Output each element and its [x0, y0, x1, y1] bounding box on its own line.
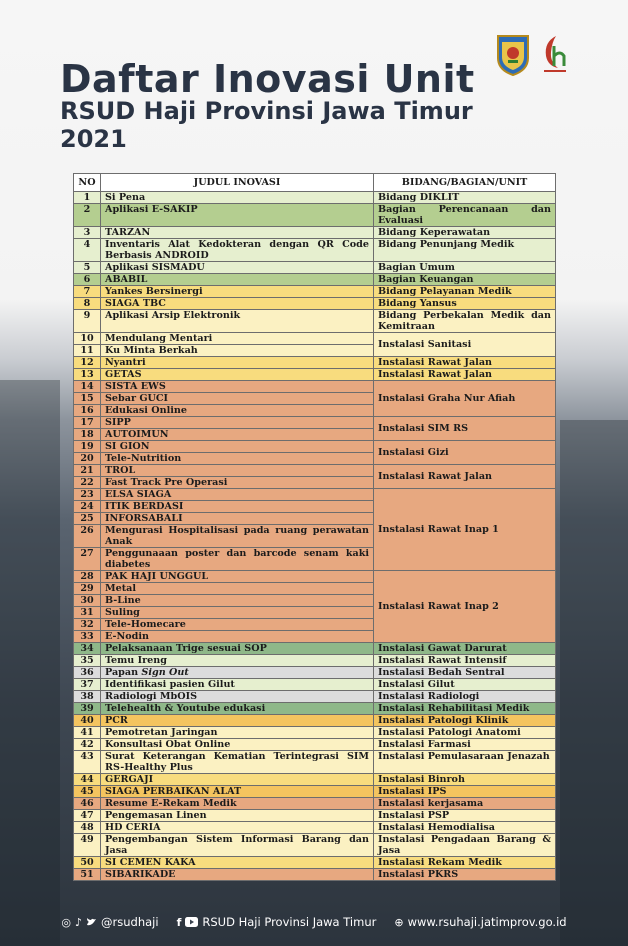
table-body — [74, 192, 556, 881]
unit-name: Instalasi Sanitasi — [374, 333, 556, 357]
table-row — [74, 715, 556, 727]
table-row — [74, 727, 556, 739]
innovation-title: PAK HAJI UNGGUL — [101, 571, 374, 583]
row-number: 43 — [74, 751, 101, 774]
innovation-title: Tele-Homecare — [101, 619, 374, 631]
unit-name: Bidang Pelayanan Medik — [374, 286, 556, 298]
innovation-title: Sebar GUCI — [101, 393, 374, 405]
innovation-title: Fast Track Pre Operasi — [101, 477, 374, 489]
column-header-judul: JUDUL INOVASI — [101, 174, 374, 192]
row-number: 51 — [74, 869, 101, 881]
unit-name: Instalasi IPS — [374, 786, 556, 798]
unit-name: Instalasi Rawat Jalan — [374, 369, 556, 381]
innovation-title: SIAGA PERBAIKAN ALAT — [101, 786, 374, 798]
website-link[interactable]: www.rsuhaji.jatimprov.go.id — [407, 915, 567, 929]
table-row — [74, 869, 556, 881]
row-number: 33 — [74, 631, 101, 643]
unit-name: Instalasi Rehabilitasi Medik — [374, 703, 556, 715]
row-number: 9 — [74, 310, 101, 333]
row-number: 18 — [74, 429, 101, 441]
innovation-title: Radiologi MbOIS — [101, 691, 374, 703]
row-number: 36 — [74, 667, 101, 679]
innovation-title: GERGAJI — [101, 774, 374, 786]
innovation-title: ABABIL — [101, 274, 374, 286]
innovation-title: Edukasi Online — [101, 405, 374, 417]
column-header-no: NO — [74, 174, 101, 192]
table-row — [74, 655, 556, 667]
table-row — [74, 310, 556, 333]
table-row — [74, 810, 556, 822]
table-row — [74, 798, 556, 810]
row-number: 14 — [74, 381, 101, 393]
innovation-title: HD CERIA — [101, 822, 374, 834]
row-number: 24 — [74, 501, 101, 513]
row-number: 23 — [74, 489, 101, 501]
innovation-title: TARZAN — [101, 227, 374, 239]
table-row — [74, 643, 556, 655]
row-number: 47 — [74, 810, 101, 822]
unit-name: Instalasi Gilut — [374, 679, 556, 691]
innovation-title: PCR — [101, 715, 374, 727]
innovation-title: E-Nodin — [101, 631, 374, 643]
background-building — [0, 380, 60, 946]
row-number: 34 — [74, 643, 101, 655]
footer-social — [61, 915, 158, 929]
row-number: 48 — [74, 822, 101, 834]
innovation-title: Ku Minta Berkah — [101, 345, 374, 357]
page-year: 2021 — [60, 125, 127, 153]
row-number: 39 — [74, 703, 101, 715]
table-row — [74, 274, 556, 286]
table-row — [74, 857, 556, 869]
row-number: 31 — [74, 607, 101, 619]
innovation-title: Si Pena — [101, 192, 374, 204]
unit-name: Instalasi Graha Nur Afiah — [374, 381, 556, 417]
unit-name: Instalasi Rawat Intensif — [374, 655, 556, 667]
page-title: Daftar Inovasi Unit — [60, 57, 475, 101]
rsud-haji-logo — [540, 32, 570, 76]
table-row — [74, 441, 556, 453]
unit-name: Instalasi Binroh — [374, 774, 556, 786]
row-number: 22 — [74, 477, 101, 489]
innovation-title: SI GION — [101, 441, 374, 453]
table-row — [74, 192, 556, 204]
jawa-timur-emblem-logo — [496, 32, 530, 76]
row-number: 50 — [74, 857, 101, 869]
innovation-title: Konsultasi Obat Online — [101, 739, 374, 751]
row-number: 2 — [74, 204, 101, 227]
table-row — [74, 571, 556, 583]
unit-name: Instalasi Rekam Medik — [374, 857, 556, 869]
table-row — [74, 239, 556, 262]
column-header-bidang: BIDANG/BAGIAN/UNIT — [374, 174, 556, 192]
row-number: 35 — [74, 655, 101, 667]
row-number: 27 — [74, 548, 101, 571]
row-number: 19 — [74, 441, 101, 453]
row-number: 11 — [74, 345, 101, 357]
unit-name: Instalasi Bedah Sentral — [374, 667, 556, 679]
innovation-title: Mendulang Mentari — [101, 333, 374, 345]
table-row — [74, 333, 556, 345]
row-number: 8 — [74, 298, 101, 310]
unit-name: Instalasi Farmasi — [374, 739, 556, 751]
innovation-title: Inventaris Alat Kedokteran dengan QR Code Berbasis ANDROID — [101, 239, 374, 262]
twitter-icon[interactable] — [86, 917, 97, 927]
innovation-title: Aplikasi Arsip Elektronik — [101, 310, 374, 333]
unit-name: Instalasi PSP — [374, 810, 556, 822]
row-number: 49 — [74, 834, 101, 857]
table-row — [74, 774, 556, 786]
unit-name: Instalasi Gizi — [374, 441, 556, 465]
unit-name: Instalasi Patologi Klinik — [374, 715, 556, 727]
row-number: 17 — [74, 417, 101, 429]
row-number: 6 — [74, 274, 101, 286]
table-row — [74, 204, 556, 227]
youtube-icon[interactable] — [185, 917, 198, 927]
footer-institution-name[interactable]: RSUD Haji Provinsi Jawa Timur — [202, 915, 377, 929]
unit-name: Bidang Yansus — [374, 298, 556, 310]
table-row — [74, 417, 556, 429]
innovation-title: Aplikasi SISMADU — [101, 262, 374, 274]
innovation-title: Papan Sign Out — [101, 667, 374, 679]
unit-name: Instalasi kerjasama — [374, 798, 556, 810]
row-number: 38 — [74, 691, 101, 703]
row-number: 32 — [74, 619, 101, 631]
globe-icon: ⊕ — [394, 915, 404, 929]
innovation-title: ELSA SIAGA — [101, 489, 374, 501]
table-row — [74, 822, 556, 834]
table-row — [74, 381, 556, 393]
row-number: 20 — [74, 453, 101, 465]
unit-name: Instalasi Rawat Inap 2 — [374, 571, 556, 643]
innovation-title: SI CEMEN KAKA — [101, 857, 374, 869]
innovation-title: Mengurasi Hospitalisasi pada ruang perawatan Anak — [101, 525, 374, 548]
social-handle[interactable]: @rsudhaji — [101, 915, 159, 929]
table-row — [74, 286, 556, 298]
unit-name: Bidang DIKLIT — [374, 192, 556, 204]
innovation-title: Tele-Nutrition — [101, 453, 374, 465]
innovation-title: Pemotretan Jaringan — [101, 727, 374, 739]
row-number: 15 — [74, 393, 101, 405]
row-number: 1 — [74, 192, 101, 204]
footer-facebook-youtube — [177, 915, 377, 929]
table-row — [74, 834, 556, 857]
innovation-title: Temu Ireng — [101, 655, 374, 667]
innovation-title: SIBARIKADE — [101, 869, 374, 881]
table-header-row — [74, 174, 556, 192]
table-row — [74, 262, 556, 274]
facebook-icon[interactable]: f — [176, 915, 182, 929]
innovation-title: Penggunaaan poster dan barcode senam kaki diabetes — [101, 548, 374, 571]
table-row — [74, 465, 556, 477]
table-row — [74, 751, 556, 774]
row-number: 10 — [74, 333, 101, 345]
innovation-title: Nyantri — [101, 357, 374, 369]
unit-name: Instalasi Rawat Inap 1 — [374, 489, 556, 571]
row-number: 4 — [74, 239, 101, 262]
unit-name: Instalasi Pengadaan Barang & Jasa — [374, 834, 556, 857]
row-number: 41 — [74, 727, 101, 739]
instagram-icon[interactable]: ◎ — [61, 915, 71, 929]
innovation-title: B-Line — [101, 595, 374, 607]
innovation-title: Metal — [101, 583, 374, 595]
unit-name: Instalasi SIM RS — [374, 417, 556, 441]
unit-name: Bidang Penunjang Medik — [374, 239, 556, 262]
unit-name: Instalasi Gawat Darurat — [374, 643, 556, 655]
innovation-table — [73, 173, 556, 881]
innovation-title: Resume E-Rekam Medik — [101, 798, 374, 810]
innovation-title: AUTOIMUN — [101, 429, 374, 441]
table-row — [74, 357, 556, 369]
table-row — [74, 227, 556, 239]
table-row — [74, 667, 556, 679]
innovation-title: Pelaksanaan Trige sesuai SOP — [101, 643, 374, 655]
row-number: 5 — [74, 262, 101, 274]
row-number: 40 — [74, 715, 101, 727]
row-number: 46 — [74, 798, 101, 810]
innovation-title: Suling — [101, 607, 374, 619]
innovation-title: SIAGA TBC — [101, 298, 374, 310]
footer-website — [394, 915, 566, 929]
unit-name: Instalasi Hemodialisa — [374, 822, 556, 834]
innovation-title: Pengembangan Sistem Informasi Barang dan Jasa — [101, 834, 374, 857]
row-number: 12 — [74, 357, 101, 369]
row-number: 42 — [74, 739, 101, 751]
table-row — [74, 679, 556, 691]
innovation-title: Surat Keterangan Kematian Terintegrasi SIM RS-Healthy Plus — [101, 751, 374, 774]
innovation-title: SIPP — [101, 417, 374, 429]
row-number: 25 — [74, 513, 101, 525]
innovation-title: Yankes Bersinergi — [101, 286, 374, 298]
unit-name: Instalasi Pemulasaraan Jenazah — [374, 751, 556, 774]
table-row — [74, 703, 556, 715]
unit-name: Bidang Keperawatan — [374, 227, 556, 239]
unit-name: Bagian Umum — [374, 262, 556, 274]
row-number: 37 — [74, 679, 101, 691]
unit-name: Bagian Perencanaan dan Evaluasi — [374, 204, 556, 227]
table-row — [74, 369, 556, 381]
row-number: 44 — [74, 774, 101, 786]
unit-name: Bidang Perbekalan Medik dan Kemitraan — [374, 310, 556, 333]
innovation-title: SISTA EWS — [101, 381, 374, 393]
row-number: 7 — [74, 286, 101, 298]
footer — [0, 912, 628, 932]
innovation-title: TROL — [101, 465, 374, 477]
unit-name: Instalasi Rawat Jalan — [374, 357, 556, 369]
row-number: 26 — [74, 525, 101, 548]
row-number: 29 — [74, 583, 101, 595]
unit-name: Instalasi Patologi Anatomi — [374, 727, 556, 739]
unit-name: Instalasi PKRS — [374, 869, 556, 881]
innovation-title: Telehealth & Youtube edukasi — [101, 703, 374, 715]
row-number: 3 — [74, 227, 101, 239]
row-number: 28 — [74, 571, 101, 583]
row-number: 21 — [74, 465, 101, 477]
logo-group — [496, 32, 570, 76]
table-row — [74, 298, 556, 310]
table-row — [74, 786, 556, 798]
tiktok-icon[interactable]: ♪ — [75, 915, 83, 929]
row-number: 13 — [74, 369, 101, 381]
row-number: 16 — [74, 405, 101, 417]
row-number: 45 — [74, 786, 101, 798]
innovation-title: INFORSABALI — [101, 513, 374, 525]
unit-name: Instalasi Rawat Jalan — [374, 465, 556, 489]
table-row — [74, 739, 556, 751]
page-subtitle: RSUD Haji Provinsi Jawa Timur — [60, 97, 473, 125]
table-row — [74, 691, 556, 703]
innovation-title: Pengemasan Linen — [101, 810, 374, 822]
table-row — [74, 489, 556, 501]
unit-name: Instalasi Radiologi — [374, 691, 556, 703]
innovation-title: Identifikasi pasien Gilut — [101, 679, 374, 691]
unit-name: Bagian Keuangan — [374, 274, 556, 286]
background-building — [560, 420, 628, 946]
row-number: 30 — [74, 595, 101, 607]
innovation-title: ITIK BERDASI — [101, 501, 374, 513]
innovation-title: Aplikasi E-SAKIP — [101, 204, 374, 227]
innovation-title: GETAS — [101, 369, 374, 381]
